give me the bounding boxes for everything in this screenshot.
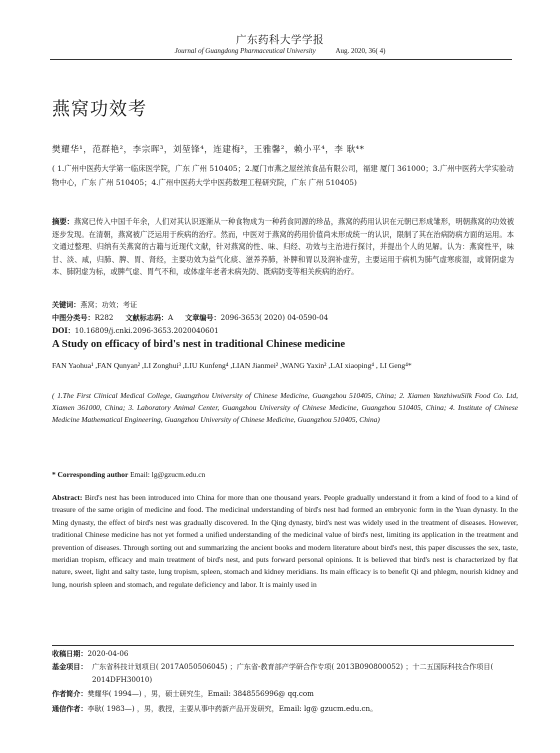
- header-rule: [50, 59, 512, 60]
- fund-text: 广东省科技计划项目( 2017A050506045) ；广东省-教育部产学研合作专项( 2013B090800052) ；十二五国际科技合作项目( 2014DFH30010): [92, 662, 494, 684]
- authors-en: FAN Yaohua¹ ,FAN Qunyan² ,LI Zonghui³ ,LIU Kunfeng⁴ ,LIAN Jianmei² ,WANG Yaxin² ,LAI xiaoping⁴ , LI Geng⁴*: [52, 361, 412, 370]
- doi-label: DOI：: [52, 326, 75, 335]
- corresponding-email[interactable]: Email: lg@gzucm.edu.cn: [130, 470, 206, 479]
- abstract-cn-text: 燕窝已传入中国千年余，人们对其认识逐渐从一种食物成为一种药食同源的珍品，燕窝的药用认识在元朝已形成雏形，明朝燕窝的功效被逐步发现。在清朝，燕窝被广泛运用于疾病的治疗。然而，中医对于燕窝的药用价值尚未形成统一的认识，限制了其在治病防病方面的运用。本文通过整理、归纳有关燕窝的古籍与近现代文献，针对燕窝的性、味、归经、功效与主治进行探讨，并提出个人的见解。认为：燕窝性平，味甘、淡、咸，归肺、脾、胃、肾经，主要功效为益气化痰、滋养养肺，补脾和胃以及润补虚劳，主要运用于病机为肺气虚寒痰湿，或肾阴虚为本、肺阴虚为标，或脾气虚、胃气不和，或体虚年老者未病先防、既病防变等相关疾病的治疗。: [52, 217, 515, 276]
- corresponding-label: * Corresponding author: [52, 470, 129, 479]
- received-label: 收稿日期：: [52, 649, 88, 658]
- footnote-rule: [52, 645, 514, 646]
- abstract-cn: [52, 216, 514, 279]
- doc-code-label: 文献标志码：: [125, 313, 169, 322]
- contact-label: 通信作者：: [52, 704, 88, 713]
- keywords-cn-text: 燕窝；功效；考证: [80, 300, 138, 309]
- article-title-cn: 燕窝功效考: [52, 99, 147, 120]
- footnote-author: [52, 688, 514, 701]
- journal-title-cn: 广东药科大学学报: [236, 34, 324, 46]
- authors-cn: 樊耀华¹，范群艳²，李宗晖³，刘堃锋⁴，连建梅²，王雅馨²，赖小平⁴，李 耿⁴*: [52, 145, 365, 155]
- doi-link[interactable]: 10.16809/j.cnki.2096-3653.2020040601: [74, 326, 219, 335]
- article-number-label: 文章编号：: [185, 313, 221, 322]
- doc-code-value: A: [168, 313, 174, 322]
- clc-label: 中图分类号：: [52, 313, 95, 322]
- author-bio-label: 作者简介：: [52, 689, 88, 698]
- footnote-contact: [52, 703, 514, 716]
- affiliation-en: ( 1.The First Clinical Medical College, Guangzhou University of Chinese Medicine, Guangzhou 510405, China; 2. Xiamen YanzhiwuSilk Food Co. Ltd, Xiamen 361000, China; 3. Laboratory Animal Center, Guangzhou University of Chinese Medicine, Guangzhou 510405, China; 4. Institute of Chinese Medicine Mathematical Engineering, Guangzhou University of Chinese Medicine, Guangzhou 510405, China): [52, 391, 518, 424]
- abstract-en-label: Abstract:: [52, 493, 83, 502]
- doi-line: [52, 326, 219, 336]
- contact-text: 李耿( 1983—) ，男，教授，主要从事中药新产品开发研究，Email: lg@ gzucm.edu.cn。: [87, 704, 378, 713]
- article-number-value: 2096-3653( 2020) 04-0590-04: [220, 313, 329, 322]
- author-bio-text: 樊耀华( 1994—) ，男，硕士研究生，Email: 3848556996@ qq.com: [87, 689, 314, 698]
- affiliation-cn: ( 1.广州中医药大学第一临床医学院，广东 广州 510405；2.厦门市燕之屋丝浓食品有限公司，福建 厦门 361000；3.广州中医药大学实验动物中心，广东 广州 510405；4.广州中医药大学中医药数理工程研究院，广东 广州 510405): [52, 164, 514, 187]
- clc-value: R282: [94, 313, 114, 322]
- fund-label: 基金项目：: [52, 662, 88, 671]
- abstract-cn-label: 摘要：: [52, 217, 75, 226]
- journal-volume: Aug. 2020, 36( 4): [335, 47, 386, 55]
- received-date: 2020-04-06: [87, 649, 129, 658]
- classification-line: [52, 313, 328, 323]
- keywords-cn-label: 关键词：: [52, 300, 81, 309]
- abstract-en-text: Bird's nest has been introduced into China for more than one thousand years. People gradually understand it from a kind of food to a kind of treasure of the same origin of medicine and food. The medicinal understanding of bird's nest had formed an embryonic form in the Yuan dynasty. In the Ming dynasty, the effect of bird's nest was gradually discovered. In the Qing dynasty, bird's nest was widely used in the treatment of diseases. However, traditional Chinese medicine has not yet formed a unified understanding of the medicinal value of bird's nest, limiting its application in the treatment and prevention of diseases. Through sorting out and summarizing the ancient books and modern literature about bird's nest, this paper discusses the sex, taste, meridian tropism, efficacy and main treatment of bird's nest, and puts forward personal opinions. It is believed that bird's nest is characterized by flat nature, sweet, light and salty taste, lung tropism, spleen, stomach and kidney meridians. Its main efficacy is to benefit Qi and phlegm, nourish kidney and lung, nourish spleen and stomach, and regulate deficiency and labor. It is mainly used in: [52, 493, 519, 589]
- journal-name-en: Journal of Guangdong Pharmaceutical University: [174, 47, 316, 55]
- journal-title-en: [0, 47, 560, 55]
- footnote-received: [52, 648, 514, 661]
- keywords-cn: [52, 300, 137, 310]
- article-title-en: A Study on efficacy of bird's nest in traditional Chinese medicine: [52, 339, 346, 350]
- abstract-en: [52, 492, 518, 591]
- footnote-fund: [52, 661, 514, 687]
- corresponding-author-en: [52, 470, 205, 479]
